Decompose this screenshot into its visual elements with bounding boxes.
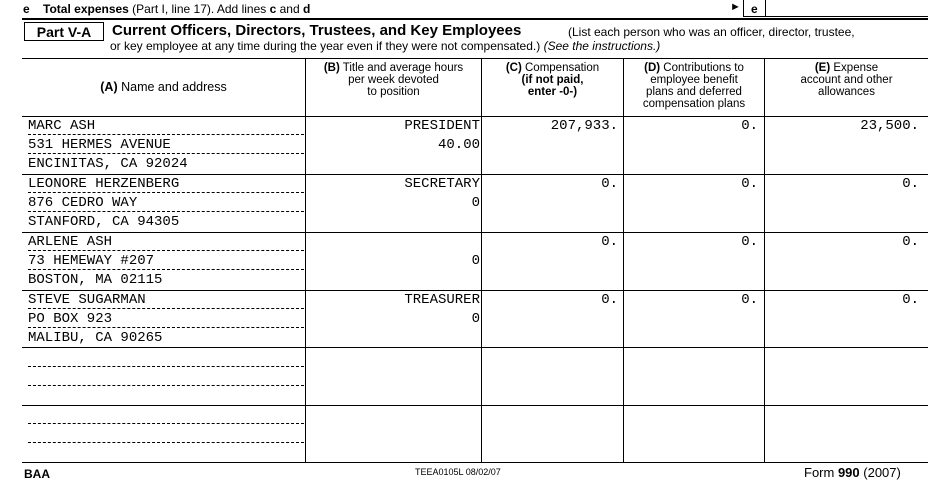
col-c-header: (C) Compensation (if not paid, enter -0-) [505,62,600,98]
officer-title: SECRETARY [404,176,480,192]
row2-bottom-rule [22,232,928,233]
officer-address-city: ENCINITAS, CA 92024 [28,156,188,172]
address-underline [28,211,304,212]
blank-underline [28,366,304,367]
part-note-instructions: (See the instructions.) [543,39,661,53]
officer-contributions: 0. [741,176,758,192]
arrow-icon: ► [730,1,741,13]
officer-compensation: 0. [601,234,618,250]
officer-address-street: 876 CEDRO WAY [28,195,138,211]
officer-address-city: STANFORD, CA 94305 [28,214,180,230]
col-c-divider [481,58,482,462]
col-d-divider [623,58,624,462]
footer-code: TEEA0105L 08/02/07 [415,467,501,477]
row1-bottom-rule [22,174,928,175]
and-text: and [276,2,303,16]
name-underline [28,308,304,309]
officer-expense: 0. [902,292,919,308]
part-note-line2 [110,39,660,53]
e-box-letter: e [751,2,758,16]
total-expenses-rest: (Part I, line 17). Add lines [128,2,270,16]
officer-name: ARLENE ASH [28,234,113,250]
blank-underline [28,423,304,424]
officer-address-street: PO BOX 923 [28,311,113,327]
officer-hours: 0 [471,195,480,211]
blank-underline [28,442,304,443]
line-d-ref: d [302,2,311,16]
part-title: Current Officers, Directors, Trustees, and Key Employees [112,22,522,39]
officer-address-street: 73 HEMEWAY #207 [28,253,155,269]
officer-compensation: 207,933. [550,118,618,134]
name-underline [28,134,304,135]
officer-address-city: BOSTON, MA 02115 [28,272,163,288]
line-letter: e [23,2,30,16]
row3-bottom-rule [22,290,928,291]
col-a-header: (A) Name and address [100,80,227,94]
name-underline [28,250,304,251]
officer-contributions: 0. [741,292,758,308]
col-d-header: (D) Contributions to employee benefit plans and deferred compensation plans [642,62,746,110]
name-underline [28,192,304,193]
e-box-bottom [743,16,928,17]
total-expenses-label: Total expenses [43,2,129,16]
officer-name: LEONORE HERZENBERG [28,176,180,192]
officer-expense: 0. [902,176,919,192]
address-underline [28,327,304,328]
col-e-divider [764,58,765,462]
header-top-rule [22,58,928,59]
officer-hours: 0 [471,311,480,327]
officer-contributions: 0. [741,118,758,134]
officer-hours: 0 [471,253,480,269]
address-underline [28,153,304,154]
officer-compensation: 0. [601,176,618,192]
officer-title: PRESIDENT [404,118,480,134]
officer-title: TREASURER [404,292,480,308]
row5-bottom-rule [22,405,928,406]
officer-compensation: 0. [601,292,618,308]
officer-name: MARC ASH [28,118,96,134]
officer-address-street: 531 HERMES AVENUE [28,137,171,153]
col-e-header: (E) Expense account and other allowances [800,62,893,98]
table-bottom-rule [22,462,928,463]
address-underline [28,269,304,270]
e-box-left-border [743,0,744,16]
part-note-text: or key employee at any time during the year even if they were not compensated.) [110,39,541,53]
footer-baa: BAA [24,467,50,481]
part-note-line1: (List each person who was an officer, director, trustee, [568,25,855,39]
col-b-divider [305,58,306,462]
part-tag: Part V-A [24,22,104,41]
officer-expense: 23,500. [860,118,919,134]
officer-contributions: 0. [741,234,758,250]
officer-address-city: MALIBU, CA 90265 [28,330,163,346]
footer-form-id: Form 990 (2007) [804,465,901,480]
blank-underline [28,385,304,386]
row4-bottom-rule [22,347,928,348]
part-top-rule [22,18,928,20]
officer-name: STEVE SUGARMAN [28,292,146,308]
col-b-header: (B) Title and average hours per week devoted to position [323,62,464,98]
officer-hours: 40.00 [437,137,480,153]
header-bottom-rule [22,116,928,117]
total-expenses-line [23,2,310,16]
e-box-right-border [765,0,766,16]
line-c-ref: c [269,2,277,16]
officer-expense: 0. [902,234,919,250]
